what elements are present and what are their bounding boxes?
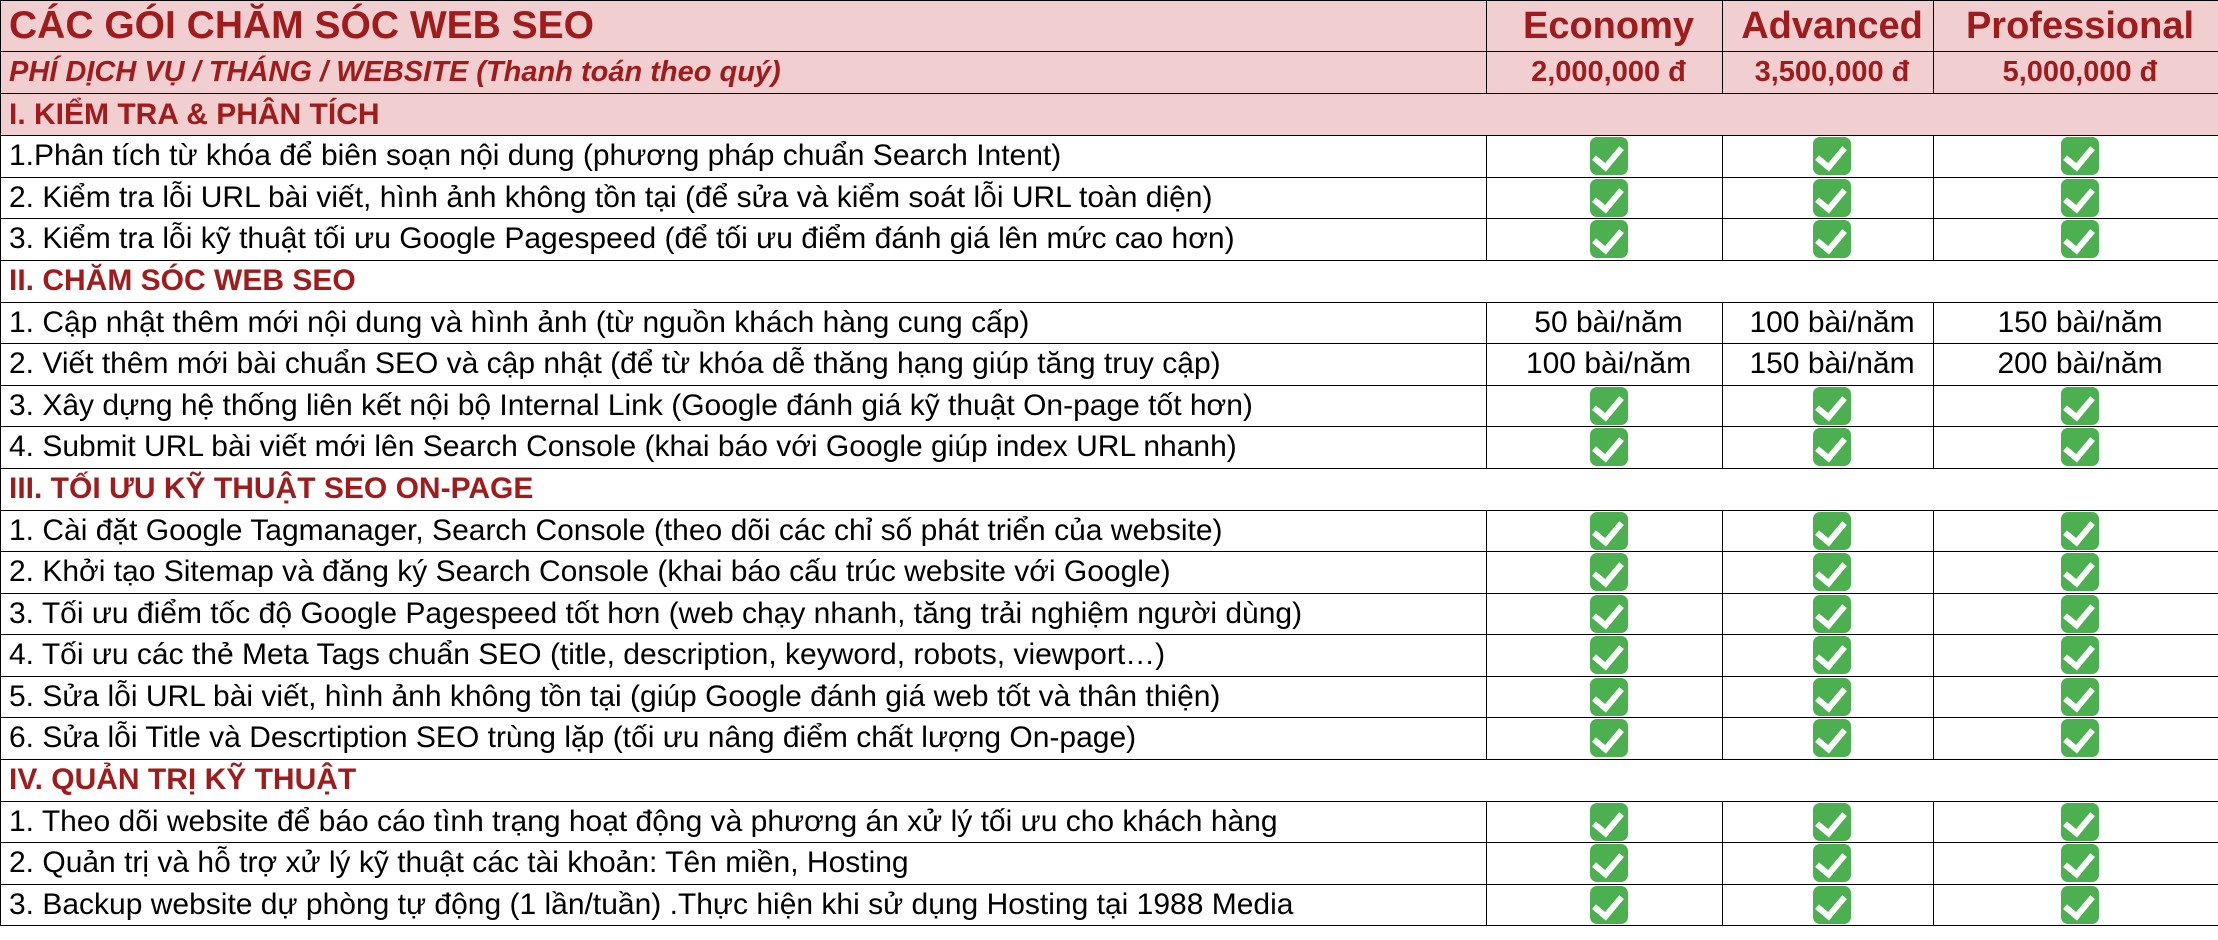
plan-check-cell — [1723, 427, 1934, 469]
table-row — [1, 385, 2218, 427]
plan-check-cell — [1487, 676, 1723, 718]
plan-check-cell — [1487, 718, 1723, 760]
plan-check-cell — [1934, 718, 2218, 760]
table-row — [1, 510, 2218, 552]
plan-check-cell — [1723, 219, 1934, 261]
price-professional: 5,000,000 đ — [1934, 52, 2218, 94]
plan-check-cell — [1934, 635, 2218, 677]
checkmark-icon — [1813, 220, 1851, 258]
plan-check-cell — [1934, 427, 2218, 469]
table-row — [1, 801, 2218, 843]
section-header-row — [1, 260, 2218, 302]
plan-check-cell — [1934, 593, 2218, 635]
plan-check-cell — [1934, 385, 2218, 427]
checkmark-icon — [1590, 678, 1628, 716]
price-advanced: 3,500,000 đ — [1723, 52, 1934, 94]
plan-value-cell: 200 bài/năm — [1934, 344, 2218, 386]
checkmark-icon — [1813, 387, 1851, 425]
feature-label: 1. Theo dõi website để báo cáo tình trạng hoạt động và phương án xử lý tối ưu cho khách hàng — [1, 801, 1487, 843]
section-title: II. CHĂM SÓC WEB SEO — [1, 260, 2218, 302]
feature-label: 2. Khởi tạo Sitemap và đăng ký Search Console (khai báo cấu trúc website với Google) — [1, 552, 1487, 594]
feature-label: 3. Kiểm tra lỗi kỹ thuật tối ưu Google Pagespeed (để tối ưu điểm đánh giá lên mức cao hơn) — [1, 219, 1487, 261]
plan-check-cell — [1487, 635, 1723, 677]
fee-label: PHÍ DỊCH VỤ / THÁNG / WEBSITE (Thanh toán theo quý) — [1, 52, 1487, 94]
plan-check-cell — [1487, 552, 1723, 594]
plan-check-cell — [1934, 552, 2218, 594]
checkmark-icon — [1813, 803, 1851, 841]
feature-label: 5. Sửa lỗi URL bài viết, hình ảnh không tồn tại (giúp Google đánh giá web tốt và thân thiện) — [1, 676, 1487, 718]
plan-check-cell — [1934, 884, 2218, 926]
plan-check-cell — [1487, 510, 1723, 552]
feature-label: 3. Backup website dự phòng tự động (1 lần/tuần) .Thực hiện khi sử dụng Hosting tại 1988 Media — [1, 884, 1487, 926]
section-title: I. KIỂM TRA & PHÂN TÍCH — [1, 94, 2218, 136]
checkmark-icon — [1590, 844, 1628, 882]
plan-check-cell — [1723, 635, 1934, 677]
checkmark-icon — [2061, 179, 2099, 217]
checkmark-icon — [2061, 844, 2099, 882]
feature-label: 4. Submit URL bài viết mới lên Search Console (khai báo với Google giúp index URL nhanh) — [1, 427, 1487, 469]
checkmark-icon — [1813, 886, 1851, 924]
plan-check-cell — [1723, 593, 1934, 635]
checkmark-icon — [1590, 595, 1628, 633]
checkmark-icon — [2061, 678, 2099, 716]
table-row — [1, 593, 2218, 635]
checkmark-icon — [1590, 719, 1628, 757]
section-header-row — [1, 468, 2218, 510]
feature-label: 1. Cài đặt Google Tagmanager, Search Console (theo dõi các chỉ số phát triển của website) — [1, 510, 1487, 552]
checkmark-icon — [1590, 886, 1628, 924]
plan-check-cell — [1723, 385, 1934, 427]
plan-check-cell — [1723, 510, 1934, 552]
fee-row — [1, 52, 2218, 94]
table-row — [1, 219, 2218, 261]
table-row — [1, 843, 2218, 885]
plan-check-cell — [1723, 884, 1934, 926]
checkmark-icon — [1590, 803, 1628, 841]
checkmark-icon — [2061, 595, 2099, 633]
checkmark-icon — [1813, 844, 1851, 882]
table-row — [1, 177, 2218, 219]
checkmark-icon — [2061, 387, 2099, 425]
plan-check-cell — [1723, 177, 1934, 219]
plan-check-cell — [1934, 510, 2218, 552]
plan-check-cell — [1934, 219, 2218, 261]
checkmark-icon — [1813, 719, 1851, 757]
checkmark-icon — [2061, 428, 2099, 466]
checkmark-icon — [1813, 137, 1851, 175]
plan-name-professional: Professional — [1934, 1, 2218, 52]
table-row — [1, 635, 2218, 677]
checkmark-icon — [2061, 220, 2099, 258]
plan-value-cell: 150 bài/năm — [1934, 302, 2218, 344]
checkmark-icon — [1813, 636, 1851, 674]
plan-check-cell — [1934, 177, 2218, 219]
plan-check-cell — [1487, 219, 1723, 261]
price-economy: 2,000,000 đ — [1487, 52, 1723, 94]
checkmark-icon — [1590, 220, 1628, 258]
table-row — [1, 302, 2218, 344]
checkmark-icon — [2061, 803, 2099, 841]
plan-check-cell — [1934, 676, 2218, 718]
checkmark-icon — [1590, 137, 1628, 175]
table-row — [1, 136, 2218, 178]
checkmark-icon — [2061, 719, 2099, 757]
plan-name-advanced: Advanced — [1723, 1, 1934, 52]
checkmark-icon — [1813, 595, 1851, 633]
checkmark-icon — [2061, 886, 2099, 924]
feature-label: 4. Tối ưu các thẻ Meta Tags chuẩn SEO (title, description, keyword, robots, viewport…) — [1, 635, 1487, 677]
feature-label: 6. Sửa lỗi Title và Descrtiption SEO trùng lặp (tối ưu nâng điểm chất lượng On-page) — [1, 718, 1487, 760]
plan-check-cell — [1934, 136, 2218, 178]
table-row — [1, 427, 2218, 469]
title-row — [1, 1, 2218, 52]
table-row — [1, 718, 2218, 760]
table-row — [1, 552, 2218, 594]
checkmark-icon — [1590, 553, 1628, 591]
checkmark-icon — [1590, 512, 1628, 550]
feature-label: 1.Phân tích từ khóa để biên soạn nội dung (phương pháp chuẩn Search Intent) — [1, 136, 1487, 178]
checkmark-icon — [1813, 428, 1851, 466]
plan-check-cell — [1934, 843, 2218, 885]
section-header-row — [1, 759, 2218, 801]
feature-label: 1. Cập nhật thêm mới nội dung và hình ảnh (từ nguồn khách hàng cung cấp) — [1, 302, 1487, 344]
checkmark-icon — [1813, 553, 1851, 591]
checkmark-icon — [1590, 636, 1628, 674]
table-title: CÁC GÓI CHĂM SÓC WEB SEO — [1, 1, 1487, 52]
checkmark-icon — [2061, 512, 2099, 550]
plan-check-cell — [1487, 385, 1723, 427]
checkmark-icon — [1813, 678, 1851, 716]
checkmark-icon — [1813, 512, 1851, 550]
plan-check-cell — [1487, 843, 1723, 885]
table-body — [1, 1, 2218, 926]
plan-check-cell — [1723, 552, 1934, 594]
feature-label: 3. Xây dựng hệ thống liên kết nội bộ Internal Link (Google đánh giá kỹ thuật On-page tốt hơn) — [1, 385, 1487, 427]
plan-check-cell — [1723, 801, 1934, 843]
plan-check-cell — [1723, 676, 1934, 718]
feature-label: 2. Kiểm tra lỗi URL bài viết, hình ảnh không tồn tại (để sửa và kiểm soát lỗi URL toàn diện) — [1, 177, 1487, 219]
plan-check-cell — [1487, 801, 1723, 843]
checkmark-icon — [1590, 179, 1628, 217]
checkmark-icon — [1813, 179, 1851, 217]
section-title: III. TỐI ƯU KỸ THUẬT SEO ON-PAGE — [1, 468, 2218, 510]
checkmark-icon — [1590, 428, 1628, 466]
plan-check-cell — [1487, 884, 1723, 926]
plan-value-cell: 100 bài/năm — [1723, 302, 1934, 344]
plan-check-cell — [1487, 593, 1723, 635]
plan-check-cell — [1934, 801, 2218, 843]
plan-value-cell: 100 bài/năm — [1487, 344, 1723, 386]
checkmark-icon — [2061, 137, 2099, 175]
plan-value-cell: 50 bài/năm — [1487, 302, 1723, 344]
plan-check-cell — [1487, 136, 1723, 178]
checkmark-icon — [1590, 387, 1628, 425]
plan-check-cell — [1723, 136, 1934, 178]
plan-check-cell — [1723, 718, 1934, 760]
plan-check-cell — [1487, 177, 1723, 219]
feature-label: 2. Quản trị và hỗ trợ xử lý kỹ thuật các tài khoản: Tên miền, Hosting — [1, 843, 1487, 885]
table-row — [1, 344, 2218, 386]
checkmark-icon — [2061, 636, 2099, 674]
feature-label: 2. Viết thêm mới bài chuẩn SEO và cập nhật (để từ khóa dễ thăng hạng giúp tăng truy cập) — [1, 344, 1487, 386]
table-row — [1, 884, 2218, 926]
plan-name-economy: Economy — [1487, 1, 1723, 52]
plan-check-cell — [1723, 843, 1934, 885]
plan-value-cell: 150 bài/năm — [1723, 344, 1934, 386]
plan-check-cell — [1487, 427, 1723, 469]
feature-label: 3. Tối ưu điểm tốc độ Google Pagespeed tốt hơn (web chạy nhanh, tăng trải nghiệm người dùng) — [1, 593, 1487, 635]
checkmark-icon — [2061, 553, 2099, 591]
section-header-row — [1, 94, 2218, 136]
section-title: IV. QUẢN TRỊ KỸ THUẬT — [1, 759, 2218, 801]
table-row — [1, 676, 2218, 718]
